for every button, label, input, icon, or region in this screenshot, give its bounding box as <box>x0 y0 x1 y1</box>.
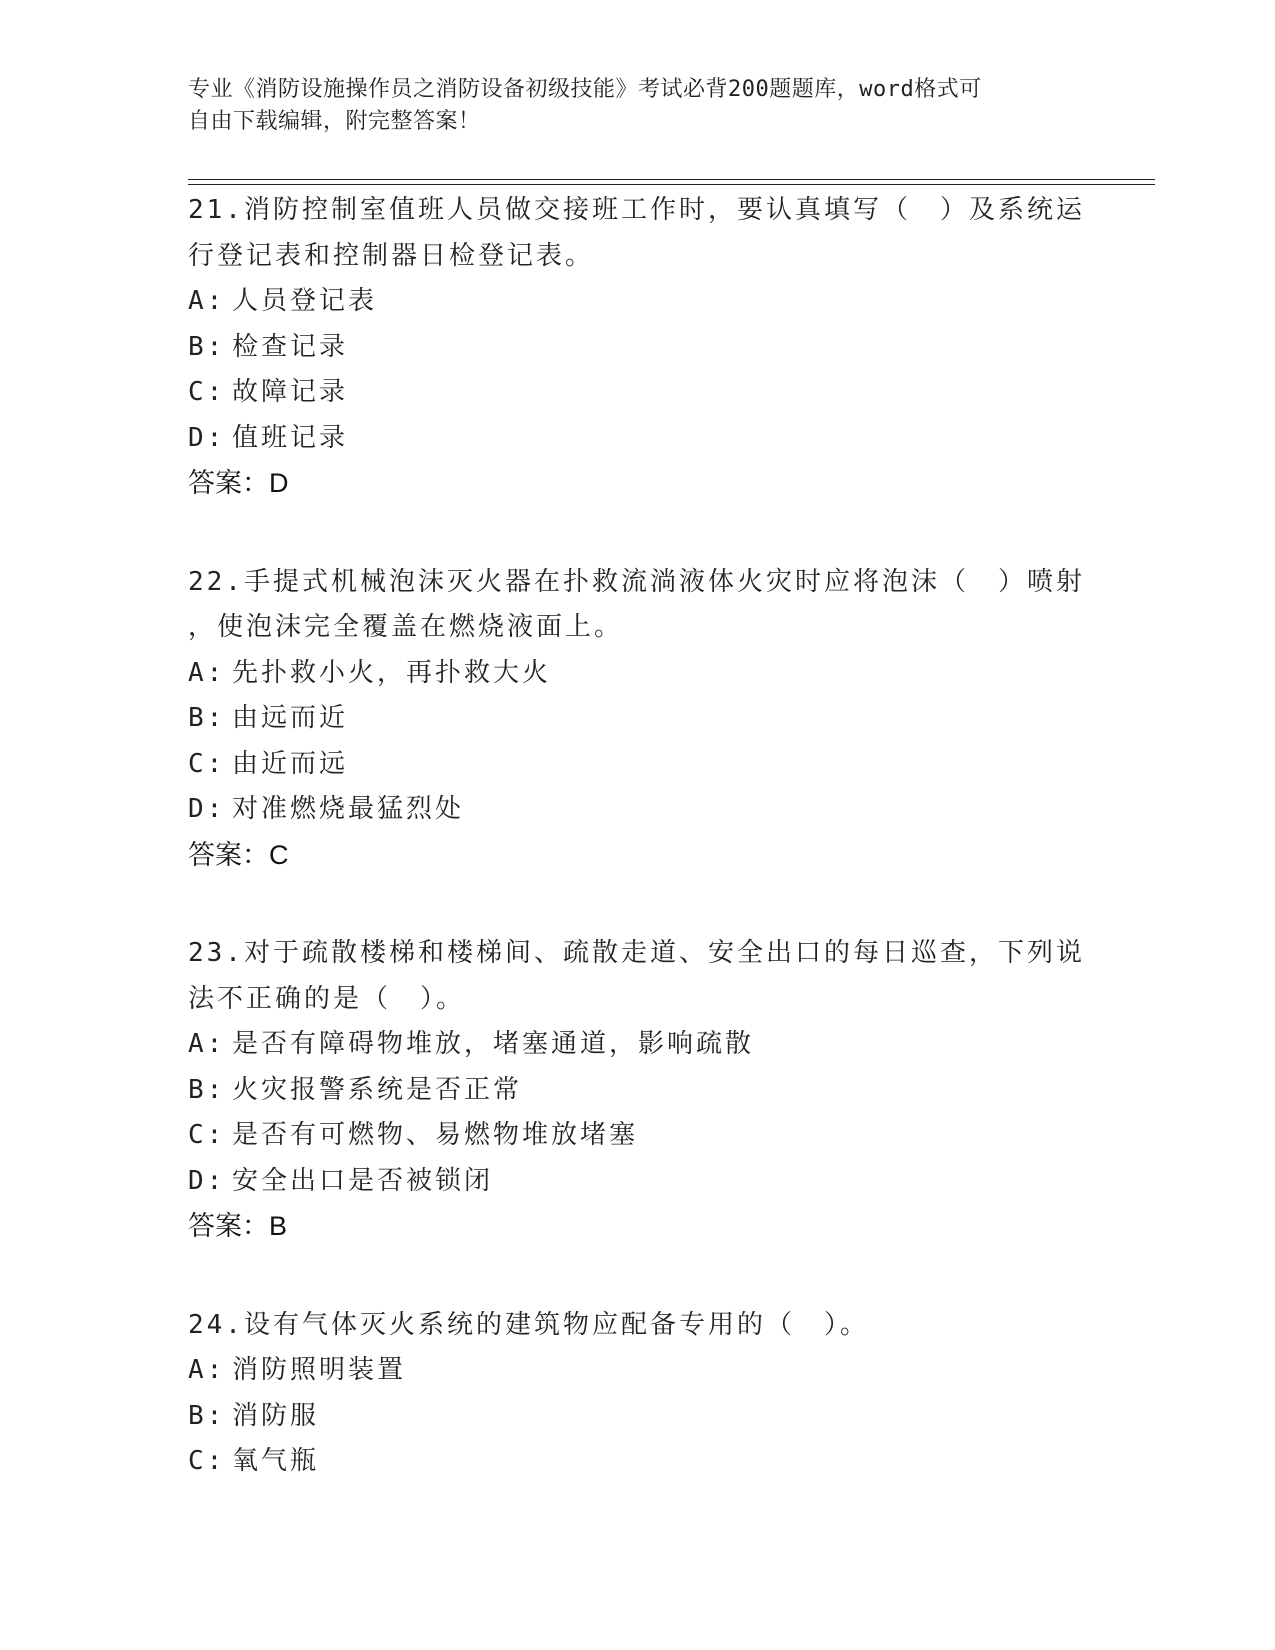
option-text: 安全出口是否被锁闭 <box>232 1165 494 1196</box>
option-text: 故障记录 <box>232 377 349 407</box>
option-letter: D: <box>188 1165 226 1196</box>
answer-line: 答案：B <box>188 1211 288 1241</box>
option-letter: C: <box>188 748 226 779</box>
option-a <box>188 1348 1088 1394</box>
option-text: 消防照明装置 <box>232 1355 407 1385</box>
option-c <box>188 370 1088 416</box>
option-letter: A: <box>188 286 226 316</box>
option-text: 先扑救小火，再扑救大火 <box>232 657 552 688</box>
document-header <box>188 74 1068 138</box>
question-stem-line: 行登记表和控制器日检登记表。 <box>188 240 595 271</box>
option-letter: C: <box>188 1120 226 1150</box>
option-c <box>188 1439 1088 1485</box>
option-c <box>188 1113 1088 1159</box>
option-letter: D: <box>188 422 226 453</box>
option-a <box>188 1022 1088 1068</box>
header-divider-top <box>188 179 1155 180</box>
option-a <box>188 651 1088 697</box>
question-stem-line: ，使泡沫完全覆盖在燃烧液面上。 <box>188 612 624 642</box>
question-stem-line: 法不正确的是（ ）。 <box>188 983 466 1014</box>
question-23 <box>188 931 1088 1250</box>
question-stem-line: 21.消防控制室值班人员做交接班工作时，要认真填写（ ）及系统运 <box>188 195 1085 225</box>
option-c <box>188 742 1088 788</box>
option-letter: D: <box>188 794 226 824</box>
option-letter: A: <box>188 657 226 688</box>
question-list <box>188 188 1088 1538</box>
answer-line: 答案：C <box>188 839 289 870</box>
header-line-1: 专业《消防设施操作员之消防设备初级技能》考试必背200题题库，word格式可 <box>188 77 982 102</box>
option-text: 由近而远 <box>232 748 349 779</box>
option-letter: C: <box>188 1446 226 1476</box>
question-21 <box>188 188 1088 507</box>
option-b <box>188 1394 1088 1440</box>
option-letter: C: <box>188 377 226 407</box>
option-text: 是否有障碍物堆放，堵塞通道，影响疏散 <box>232 1029 755 1059</box>
question-stem-line: 22.手提式机械泡沫灭火器在扑救流淌液体火灾时应将泡沫（ ）喷射 <box>188 566 1085 597</box>
option-letter: B: <box>188 1074 226 1105</box>
option-b <box>188 696 1088 742</box>
option-letter: B: <box>188 331 226 362</box>
option-d <box>188 1159 1088 1205</box>
option-text: 火灾报警系统是否正常 <box>232 1074 523 1105</box>
header-line-2: 自由下载编辑，附完整答案！ <box>188 109 481 134</box>
option-text: 人员登记表 <box>232 286 378 316</box>
question-stem-line: 24.设有气体灭火系统的建筑物应配备专用的（ ）。 <box>188 1309 869 1340</box>
option-text: 氧气瓶 <box>232 1446 320 1476</box>
question-24 <box>188 1303 1088 1485</box>
question-22 <box>188 560 1088 879</box>
option-letter: B: <box>188 703 226 733</box>
option-text: 值班记录 <box>232 422 349 453</box>
option-text: 是否有可燃物、易燃物堆放堵塞 <box>232 1120 639 1150</box>
option-d <box>188 787 1088 833</box>
option-text: 检查记录 <box>232 331 349 362</box>
option-text: 由远而近 <box>232 703 349 733</box>
question-stem-line: 23.对于疏散楼梯和楼梯间、疏散走道、安全出口的每日巡查，下列说 <box>188 938 1085 968</box>
option-letter: A: <box>188 1355 226 1385</box>
option-d <box>188 416 1088 462</box>
option-letter: A: <box>188 1029 226 1059</box>
option-letter: B: <box>188 1400 226 1431</box>
option-text: 消防服 <box>232 1400 320 1431</box>
option-text: 对准燃烧最猛烈处 <box>232 794 465 824</box>
option-b <box>188 1068 1088 1114</box>
option-a <box>188 279 1088 325</box>
option-b <box>188 325 1088 371</box>
header-divider-bottom <box>188 184 1155 185</box>
answer-line: 答案：D <box>188 468 289 498</box>
